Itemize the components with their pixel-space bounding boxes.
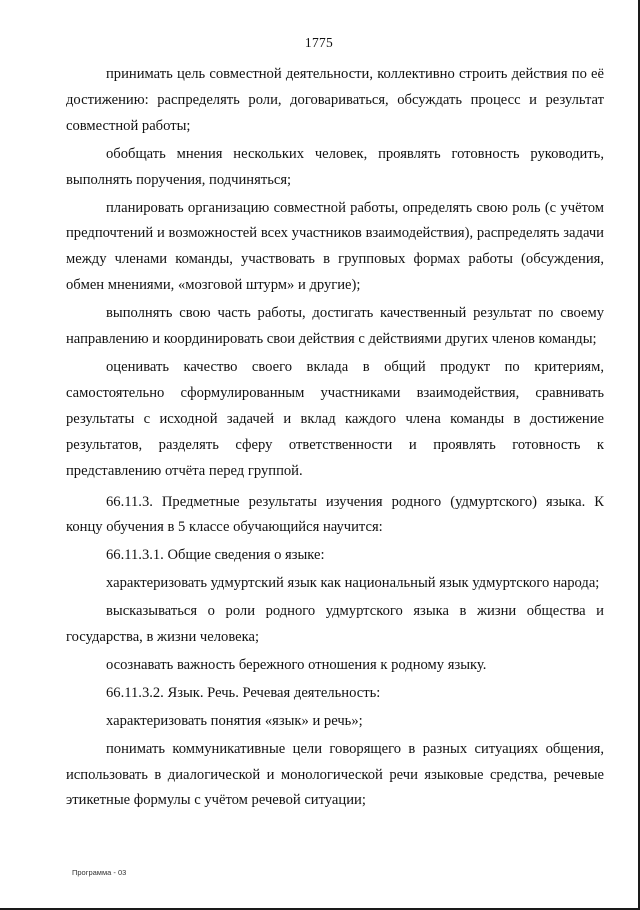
paragraph-4: выполнять свою часть работы, достигать качественный результат по своему направлению и координировать свои действия с действиями других членов команды; — [66, 305, 604, 348]
paragraph-1: принимать цель совместной деятельности, коллективно строить действия по её достижению: распределять роли, договариваться, обсуждать процесс и результат совместной работы; — [66, 66, 604, 134]
paragraph-2: обобщать мнения нескольких человек, проявлять готовность руководить, выполнять поручения, подчиняться; — [66, 145, 604, 188]
paragraph-9: высказываться о роли родного удмуртского языка в жизни общества и государства, в жизни человека; — [66, 603, 604, 646]
section-heading-66-11-3: 66.11.3. Предметные результаты изучения родного (удмуртского) языка. К концу обучения в 5 классе обучающийся научится: — [66, 493, 604, 536]
subsection-heading-66-11-3-2: 66.11.3.2. Язык. Речь. Речевая деятельность: — [106, 684, 381, 701]
paragraph-10: осознавать важность бережного отношения к родному языку. — [106, 656, 487, 673]
paragraph-3: планировать организацию совместной работы, определять свою роль (с учётом предпочтений и возможностей всех участников взаимодействия), распределять задачи между членами команды, участвовать в групповых формах работы (обсуждения, обмен мнениями, «мозговой штурм» и другие); — [66, 199, 604, 294]
paragraph-13: понимать коммуникативные цели говорящего в разных ситуациях общения, использовать в диалогической и монологической речи языковые средства, речевые этикетные формулы с учётом речевой ситуации; — [66, 740, 604, 809]
document-body — [66, 62, 604, 814]
footer-label: Программа - 03 — [72, 868, 127, 877]
paragraph-5: оценивать качество своего вклада в общий продукт по критериям, самостоятельно сформулированным участниками взаимодействия, сравнивать результаты с исходной задачей и вклад каждого члена команды в достижение результатов, разделять сферу ответственности и проявлять готовность к представлению отчёта перед группой. — [66, 358, 604, 479]
subsection-heading-66-11-3-1: 66.11.3.1. Общие сведения о языке: — [106, 547, 325, 564]
paragraph-12: характеризовать понятия «язык» и речь»; — [106, 712, 363, 729]
paragraph-8: характеризовать удмуртский язык как национальный язык удмуртского народа; — [106, 575, 600, 592]
page-number: 1775 — [304, 35, 334, 50]
